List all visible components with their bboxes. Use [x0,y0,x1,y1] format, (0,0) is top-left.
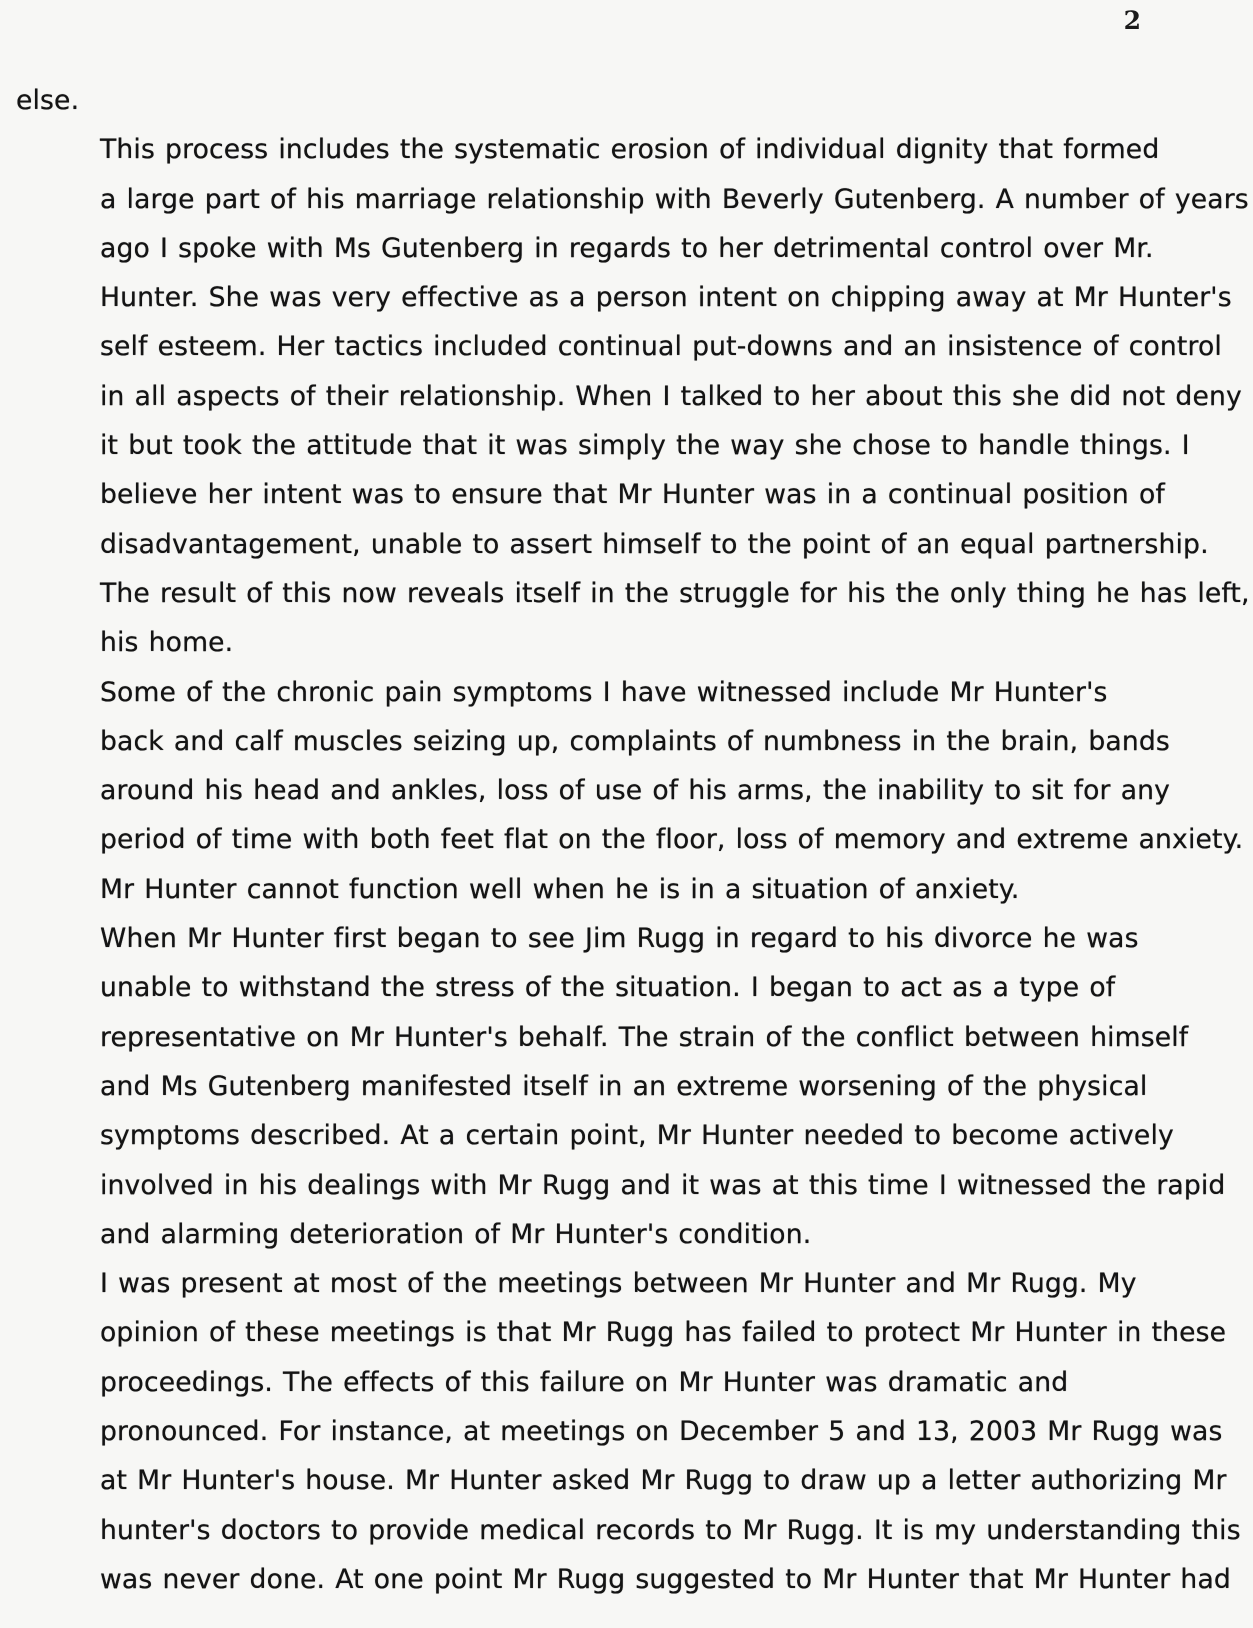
text-line: hunter's doctors to provide medical records to Mr Rugg. It is my understanding this [100,1514,1241,1546]
text-line: else. [16,85,80,116]
text-line: disadvantagement, unable to assert himself to the point of an equal partnership. [100,528,1209,560]
text-line: at Mr Hunter's house. Mr Hunter asked Mr Rugg to draw up a letter authorizing Mr [100,1465,1227,1497]
paragraph [16,668,1244,914]
text-line: involved in his dealings with Mr Rugg and it was at this time I witnessed the rapid [100,1169,1226,1201]
text-line: Mr Hunter cannot function well when he is in a situation of anxiety. [100,873,1020,905]
paragraph [16,1259,1241,1604]
text-line: back and calf muscles seizing up, complaints of numbness in the brain, bands [100,725,1170,757]
text-line: Hunter. She was very effective as a person intent on chipping away at Mr Hunter's [100,282,1232,314]
text-line: around his head and ankles, loss of use of his arms, the inability to sit for any [100,775,1171,807]
text-line: his home. [100,627,234,659]
text-line: ago I spoke with Ms Gutenberg in regards to her detrimental control over Mr. [100,232,1154,264]
paragraph [16,914,1226,1259]
text-line: self esteem. Her tactics included continual put-downs and an insistence of control [100,331,1222,363]
text-line: I was present at most of the meetings between Mr Hunter and Mr Rugg. My [100,1268,1137,1300]
text-line: Some of the chronic pain symptoms I have witnessed include Mr Hunter's [100,676,1108,708]
text-line: in all aspects of their relationship. When I talked to her about this she did not deny [100,380,1242,412]
text-line: The result of this now reveals itself in the struggle for his the only thing he has left, [100,577,1250,609]
text-line: proceedings. The effects of this failure on Mr Hunter was dramatic and [100,1366,1069,1398]
text-line: it but took the attitude that it was simply the way she chose to handle things. I [100,430,1190,462]
text-line: period of time with both feet flat on the floor, loss of memory and extreme anxiety. [100,824,1244,856]
text-line: unable to withstand the stress of the situation. I began to act as a type of [100,972,1116,1004]
text-line: When Mr Hunter first began to see Jim Rugg in regard to his divorce he was [100,923,1139,955]
body-text [16,76,1250,1604]
text-line: This process includes the systematic erosion of individual dignity that formed [100,134,1160,166]
text-line: and Ms Gutenberg manifested itself in an extreme worsening of the physical [100,1070,1148,1102]
text-line: symptoms described. At a certain point, Mr Hunter needed to become actively [100,1120,1174,1152]
text-line: pronounced. For instance, at meetings on December 5 and 13, 2003 Mr Rugg was [100,1416,1223,1448]
text-line: a large part of his marriage relationship with Beverly Gutenberg. A number of years [100,183,1249,215]
page-number: 2 [1123,6,1141,35]
text-line: believe her intent was to ensure that Mr Hunter was in a continual position of [100,479,1165,511]
paragraph [16,76,1156,125]
paragraph [16,125,1250,667]
text-line: was never done. At one point Mr Rugg suggested to Mr Hunter that Mr Hunter had [100,1563,1231,1595]
text-line: opinion of these meetings is that Mr Rugg has failed to protect Mr Hunter in these [100,1317,1227,1349]
text-line: representative on Mr Hunter's behalf. The strain of the conflict between himself [100,1021,1189,1053]
text-line: and alarming deterioration of Mr Hunter's condition. [100,1218,812,1250]
